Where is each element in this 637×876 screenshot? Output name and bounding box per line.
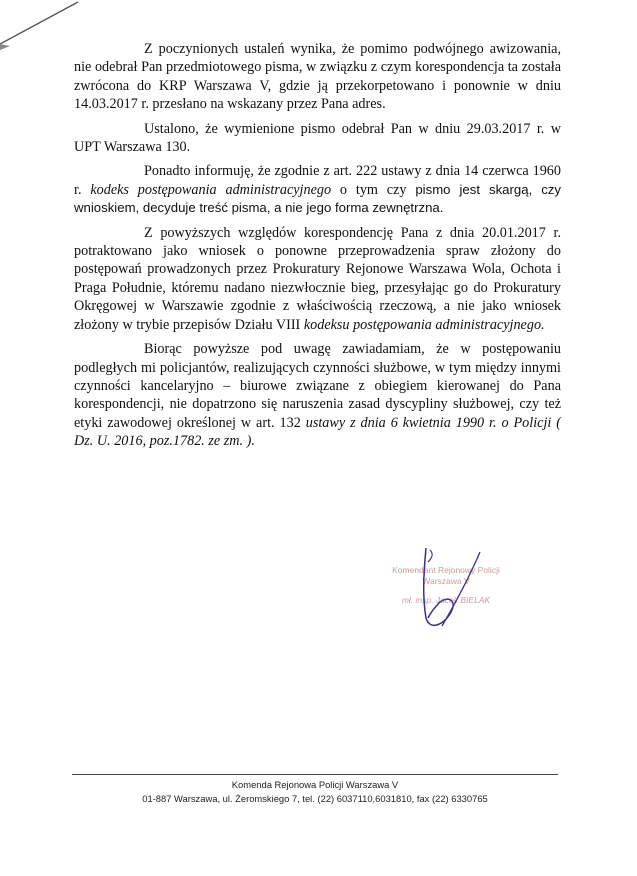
footer-divider bbox=[72, 774, 558, 775]
signature-block bbox=[368, 540, 528, 640]
footer-address: 01-887 Warszawa, ul. Żeromskiego 7, tel. (22) 6037110,6031810, fax (22) 6330765 bbox=[142, 793, 488, 804]
folded-corner-mark bbox=[0, 0, 80, 60]
footer bbox=[72, 778, 558, 806]
paragraph-1: Z poczynionych ustaleń wynika, że pomimo podwójnego awizowania, nie odebrał Pan przedmiotowego pisma, w związku z czym korespondencja ta została zwrócona do KRP Warszawa V, gdzie ją przekorpetowano i ponownie w dniu 14.03.2017 r. przesłano na wskazany przez Pana adres. bbox=[74, 41, 561, 113]
footer-office-name: Komenda Rejonowa Policji Warszawa V bbox=[231, 779, 399, 790]
paragraph-4: Z powyższych względów korespondencję Pana z dnia 20.01.2017 r. potraktowano jako wniosek o ponowne przeprowadzenia spraw złożony do postępowań prowadzonych przez Prokuratury Rejonowe Warszawa Wola, Ochota i Praga Południe, któremu nadano niezwłocznie bieg, przesyłając go do Prokuratury Okręgowej w Warszawie zgodnie z właściwością rzeczową, a nie jako wniosek złożony w trybie przepisów Działu VIII kodeksu postępowania administracyjnego. bbox=[74, 224, 561, 333]
stamp-unit: Warszawa V bbox=[422, 576, 470, 586]
stamp-name: mł. insp. Jacek BIELAK bbox=[401, 595, 491, 605]
paragraph-5: Biorąc powyższe pod uwagę zawiadamiam, że w postępowaniu podległych mi policjantów, realizujących czynności służbowe, w tym między innymi czynności kancelaryjno – biurowe związane z obiegiem kierowanej do Pana korespondencji, nie dopatrzono się naruszenia zasad dyscypliny służbowej, czy też etyki zawodowej określonej w art. 132 ustawy z dnia 6 kwietnia 1990 r. o Policji ( Dz. U. 2016, poz.1782. ze zm. ). bbox=[74, 341, 561, 450]
letter-body bbox=[74, 40, 561, 457]
stamp-title: Komendant Rejonowy Policji bbox=[392, 565, 500, 575]
paragraph-3: Ponadto informuję, że zgodnie z art. 222 ustawy z dnia 14 czerwca 1960 r. kodeks postępowania administracyjnego o tym czy pismo jest skargą, czy wnioskiem, decyduje treść pisma, a nie jego forma zewnętrzna. bbox=[74, 163, 561, 216]
paragraph-2: Ustalono, że wymienione pismo odebrał Pan w dniu 29.03.2017 r. w UPT Warszawa 130. bbox=[74, 120, 561, 156]
handwritten-signature bbox=[368, 540, 528, 640]
